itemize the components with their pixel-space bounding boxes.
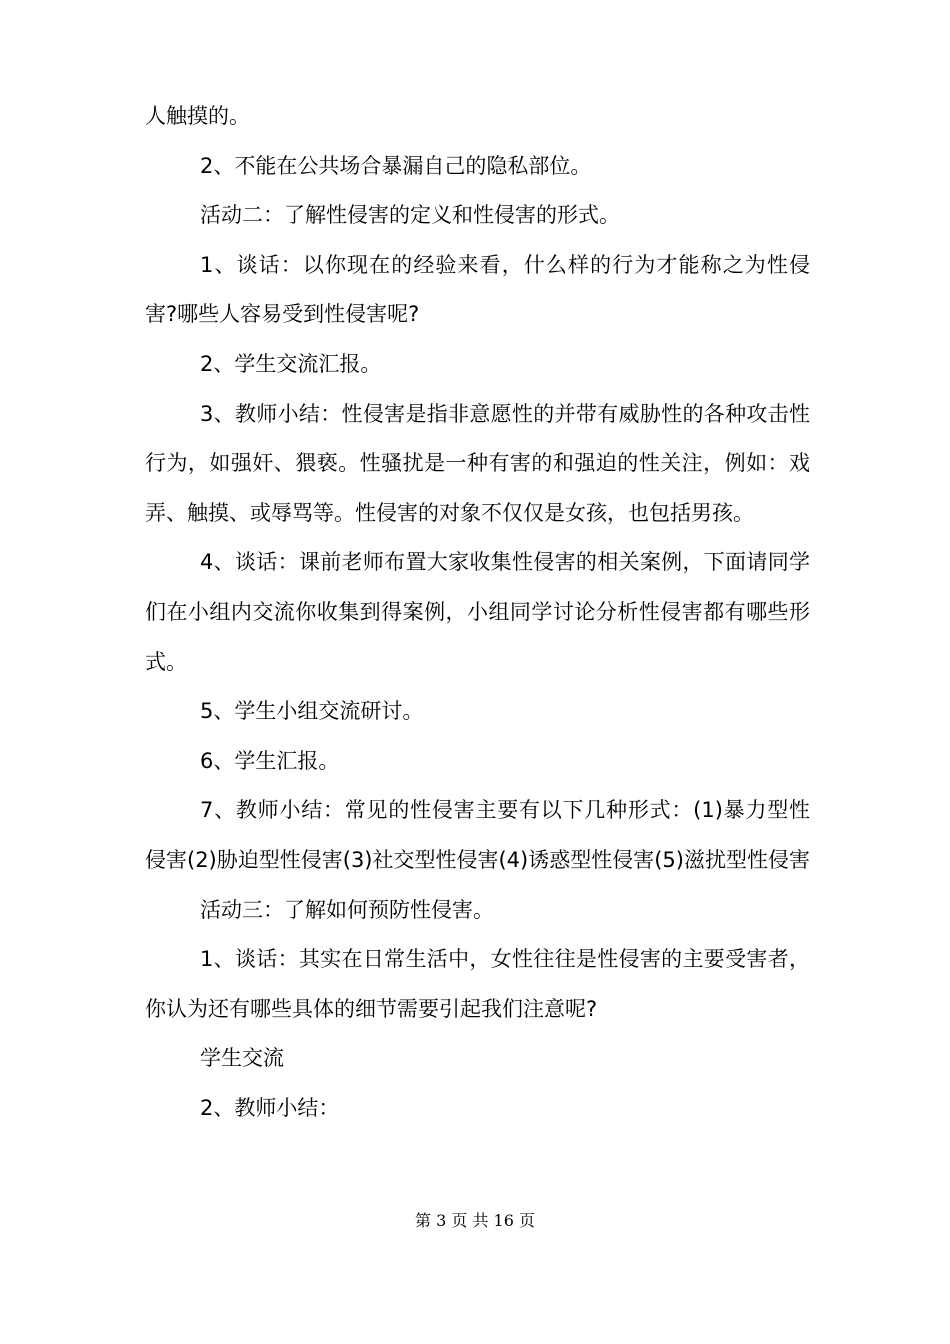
- paragraph: 2、教师小结：: [200, 1095, 340, 1120]
- document-body: [145, 92, 810, 1133]
- paragraph: 活动三：了解如何预防性侵害。: [200, 897, 494, 922]
- paragraph: 5、学生小组交流研讨。: [200, 699, 424, 724]
- paragraph: 2、学生交流汇报。: [200, 351, 382, 376]
- page-number-footer: 第 3 页 共 16 页: [415, 1211, 535, 1230]
- paragraph: 3、教师小结：性侵害是指非意愿性的并带有威胁性的各种攻击性行为，如强奸、猥亵。性骚扰是一种有害的和强迫的性关注，例如：戏弄、触摸、或辱骂等。性侵害的对象不仅仅是女孩，也包括男孩。: [145, 401, 810, 525]
- paragraph: 人触摸的。: [145, 104, 250, 128]
- paragraph: 6、学生汇报。: [200, 748, 340, 773]
- paragraph: 1、谈话：以你现在的经验来看，什么样的行为才能称之为性侵害?哪些人容易受到性侵害呢?: [145, 252, 810, 327]
- paragraph: 7、教师小结：常见的性侵害主要有以下几种形式：(1)暴力型性侵害(2)胁迫型性侵害(3)社交型性侵害(4)诱惑型性侵害(5)滋扰型性侵害: [145, 798, 810, 872]
- paragraph: 1、谈话：其实在日常生活中，女性往往是性侵害的主要受害者，你认为还有哪些具体的细节需要引起我们注意呢?: [145, 947, 810, 1021]
- paragraph: 4、谈话：课前老师布置大家收集性侵害的相关案例，下面请同学们在小组内交流你收集到得案例，小组同学讨论分析性侵害都有哪些形式。: [145, 550, 810, 674]
- paragraph: 2、不能在公共场合暴漏自己的隐私部位。: [200, 153, 592, 178]
- paragraph: 活动二：了解性侵害的定义和性侵害的形式。: [200, 203, 620, 228]
- paragraph: 学生交流: [200, 1046, 284, 1071]
